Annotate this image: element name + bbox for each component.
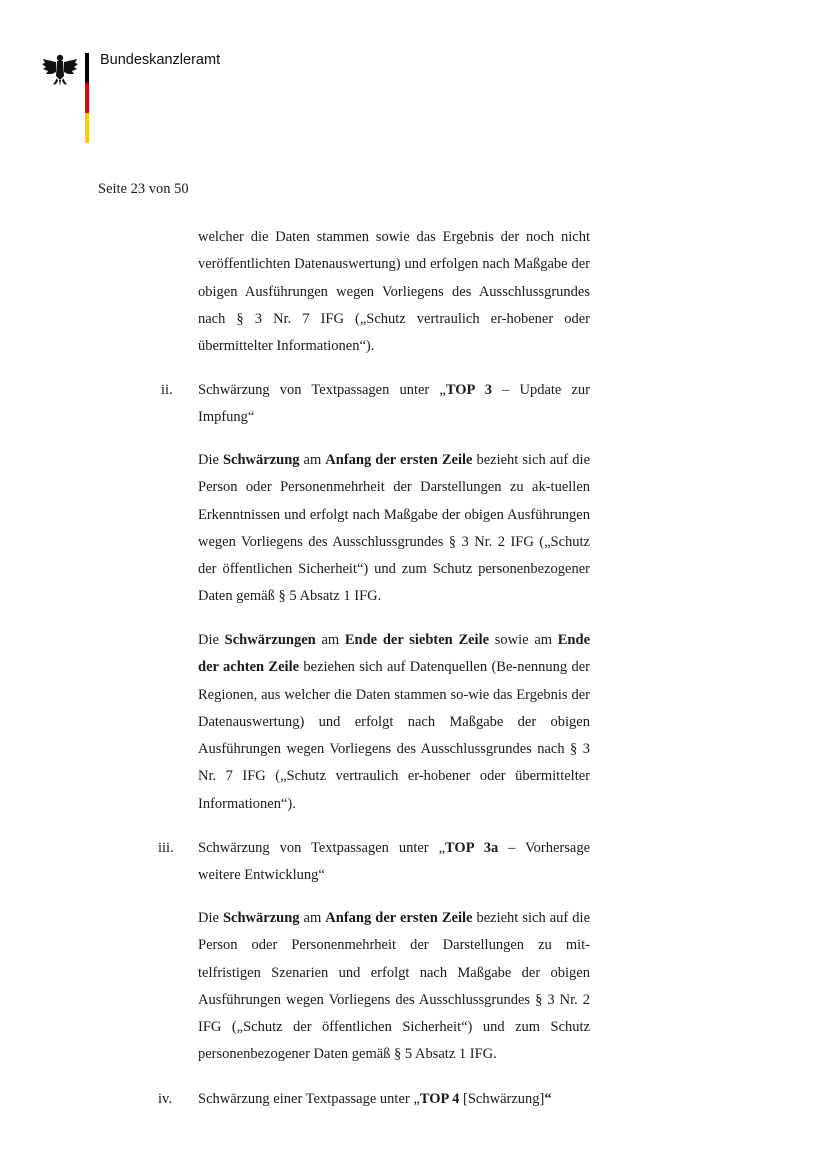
list-marker: iii. [158, 840, 174, 856]
paragraph: Die Schwärzung am Anfang der ersten Zeile bezieht sich auf die Person oder Personenmehrheit der Darstellungen zu ak-tuellen Erkenntnissen und erfolgt nach Maßgabe der obigen Ausführungen wegen Vorliegens des Ausschlussgrundes § 3 Nr. 2 IFG („Schutz der öffentlichen Sicherheit“) und zum Schutz personenbezogener Daten gemäß § 5 Absatz 1 IFG. [198, 452, 591, 605]
flag-stripe-gold [85, 113, 89, 143]
list-item-heading: Schwärzung von Textpassagen unter „TOP 3 – Update zur Impfung“ [198, 382, 591, 426]
list-marker: ii. [161, 382, 173, 398]
flag-bar [85, 53, 89, 143]
list-item-heading: Schwärzung einer Textpassage unter „TOP 4 [Schwärzung]“ [198, 1091, 552, 1107]
organization-name: Bundeskanzleramt [100, 52, 221, 68]
paragraph-continuation: welcher die Daten stammen sowie das Ergebnis der noch nicht veröffentlichten Datenauswertung) und erfolgen nach Maßgabe der obigen Ausführungen wegen Vorliegens des Ausschlussgrundes nach § 3 Nr. 7 IFG („Schutz vertraulich er-hobener oder übermittelter Informationen“). [198, 229, 590, 355]
list-item-heading: Schwärzung von Textpassagen unter „TOP 3a – Vorhersage weitere Entwicklung“ [198, 840, 591, 884]
page-number: Seite 23 von 50 [98, 181, 189, 197]
flag-stripe-red [85, 83, 89, 113]
flag-stripe-black [85, 53, 89, 83]
paragraph: Die Schwärzung am Anfang der ersten Zeile bezieht sich auf die Person oder Personenmehrheit der Darstellungen zu mit-telfristigen Szenarien und erfolgt nach Maßgabe der obigen Ausführungen wegen Vorliegens des Ausschlussgrundes § 3 Nr. 2 IFG („Schutz der öffentlichen Sicherheit“) und zum Schutz personenbezogener Daten gemäß § 5 Absatz 1 IFG. [198, 910, 591, 1063]
federal-eagle-icon [40, 50, 80, 90]
paragraph: Die Schwärzungen am Ende der siebten Zeile sowie am Ende der achten Zeile beziehen sich auf Datenquellen (Be-nennung der Regionen, aus welcher die Daten stammen so-wie das Ergebnis der Datenauswertung) und erfolgt nach Maßgabe der obigen Ausführungen wegen Vorliegens des Ausschlussgrundes nach § 3 Nr. 7 IFG („Schutz vertraulich er-hobener oder übermittelter Informationen“). [198, 632, 591, 812]
list-marker: iv. [158, 1091, 172, 1107]
